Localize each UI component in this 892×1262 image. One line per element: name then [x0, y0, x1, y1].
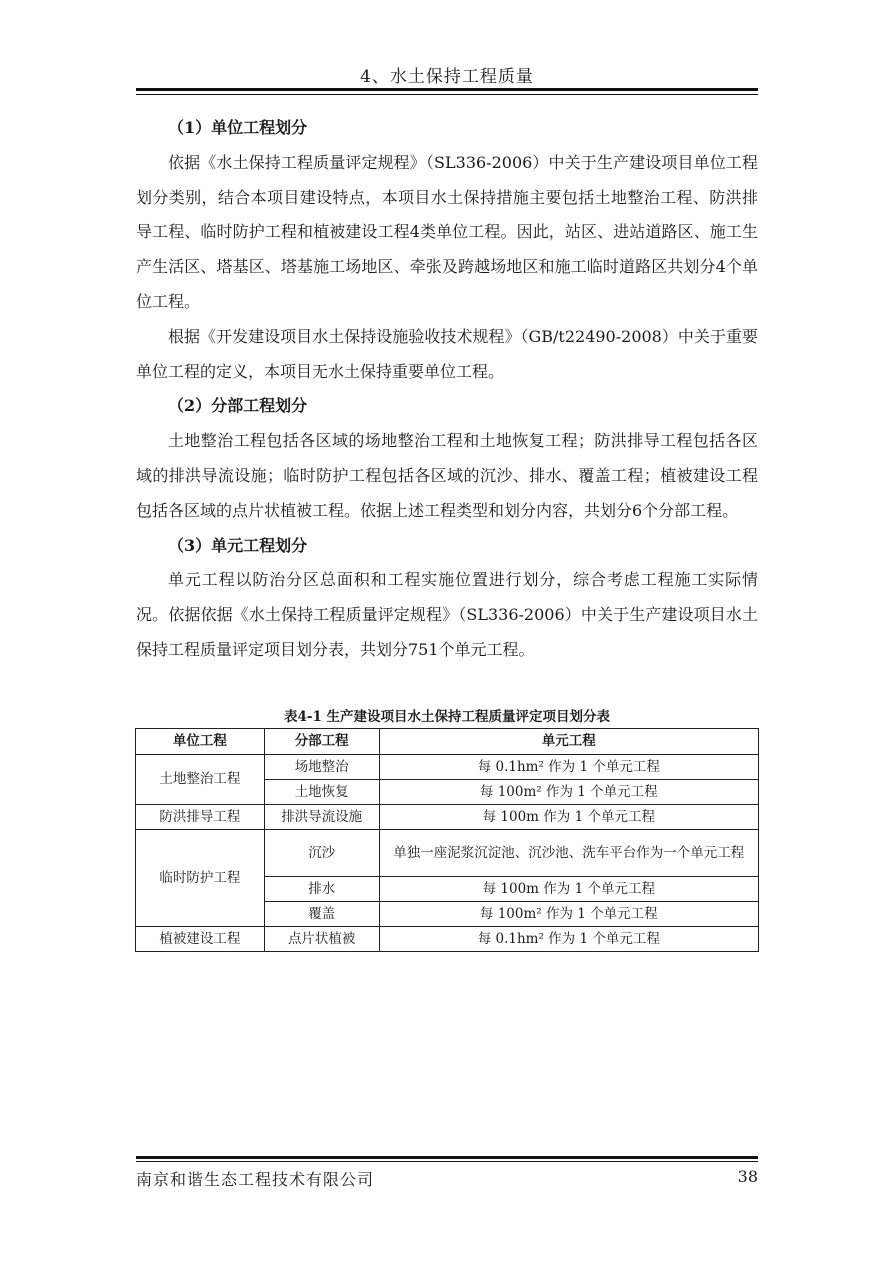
subdivision-cell: 排洪导流设施 — [264, 805, 379, 830]
header-cell-unit: 单位工程 — [136, 729, 265, 755]
subdivision-cell: 覆盖 — [264, 902, 379, 927]
paragraph: 依据《水土保持工程质量评定规程》（SL336-2006）中关于生产建设项目单位工程划分类别，结合本项目建设特点，本项目水土保持措施主要包括土地整治工程、防洪排导工程、临时防护工程和植被建设工程4类单位工程。因此，站区、进站道路区、施工生产生活区、塔基区、塔基施工场地区、牵张及跨越场地区和施工临时道路区共划分4个单位工程。 — [136, 152, 758, 311]
paragraph: 根据《开发建设项目水土保持设施验收技术规程》（GB/t22490-2008）中关于重要单位工程的定义，本项目无水土保持重要单位工程。 — [136, 326, 758, 381]
footer-company: 南京和谐生态工程技术有限公司 — [136, 1170, 375, 1189]
subdivision-cell: 土地恢复 — [264, 780, 379, 805]
header-cell-subdivision: 分部工程 — [264, 729, 379, 755]
element-cell: 每 100m 作为 1 个单元工程 — [379, 805, 758, 830]
section-heading: （3）单元工程划分 — [168, 535, 308, 555]
body-text — [136, 111, 758, 668]
element-cell: 每 100m 作为 1 个单元工程 — [379, 877, 758, 902]
running-header: 4、水土保持工程质量 — [360, 67, 534, 87]
table-row — [136, 927, 759, 952]
section-heading: （2）分部工程划分 — [168, 396, 308, 416]
unit-cell: 植被建设工程 — [136, 927, 265, 952]
footer-rule-thick — [136, 1156, 758, 1159]
header-rule-thin — [136, 94, 758, 95]
footer-rule-thin — [136, 1161, 758, 1162]
table-row — [136, 830, 759, 877]
subdivision-cell: 点片状植被 — [264, 927, 379, 952]
element-cell: 每 0.1hm² 作为 1 个单元工程 — [379, 755, 758, 780]
subdivision-cell: 沉沙 — [264, 830, 379, 877]
subdivision-cell: 场地整治 — [264, 755, 379, 780]
unit-cell: 土地整治工程 — [136, 755, 265, 805]
element-cell: 每 0.1hm² 作为 1 个单元工程 — [379, 927, 758, 952]
unit-cell: 防洪排导工程 — [136, 805, 265, 830]
element-cell: 每 100m² 作为 1 个单元工程 — [379, 780, 758, 805]
assessment-table — [135, 728, 759, 952]
page-number: 38 — [737, 1167, 758, 1186]
paragraph: 土地整治工程包括各区域的场地整治工程和土地恢复工程；防洪排导工程包括各区域的排洪导流设施；临时防护工程包括各区域的沉沙、排水、覆盖工程；植被建设工程包括各区域的点片状植被工程。依据上述工程类型和划分内容，共划分6个分部工程。 — [136, 431, 758, 520]
table-row — [136, 805, 759, 830]
table-header-row — [136, 729, 759, 755]
header-cell-element: 单元工程 — [379, 729, 758, 755]
element-cell: 单独一座泥浆沉淀池、沉沙池、洗车平台作为一个单元工程 — [379, 830, 758, 877]
paragraph: 单元工程以防治分区总面积和工程实施位置进行划分，综合考虑工程施工实际情况。依据依据《水土保持工程质量评定规程》（SL336-2006）中关于生产建设项目水土保持工程质量评定项目划分表，共划分751个单元工程。 — [136, 570, 758, 659]
table-row — [136, 755, 759, 780]
table-caption: 表4-1 生产建设项目水土保持工程质量评定项目划分表 — [283, 709, 611, 725]
subdivision-cell: 排水 — [264, 877, 379, 902]
element-cell: 每 100m² 作为 1 个单元工程 — [379, 902, 758, 927]
unit-cell: 临时防护工程 — [136, 830, 265, 927]
header-rule-thick — [136, 88, 758, 91]
section-heading: （1）单位工程划分 — [168, 118, 308, 137]
